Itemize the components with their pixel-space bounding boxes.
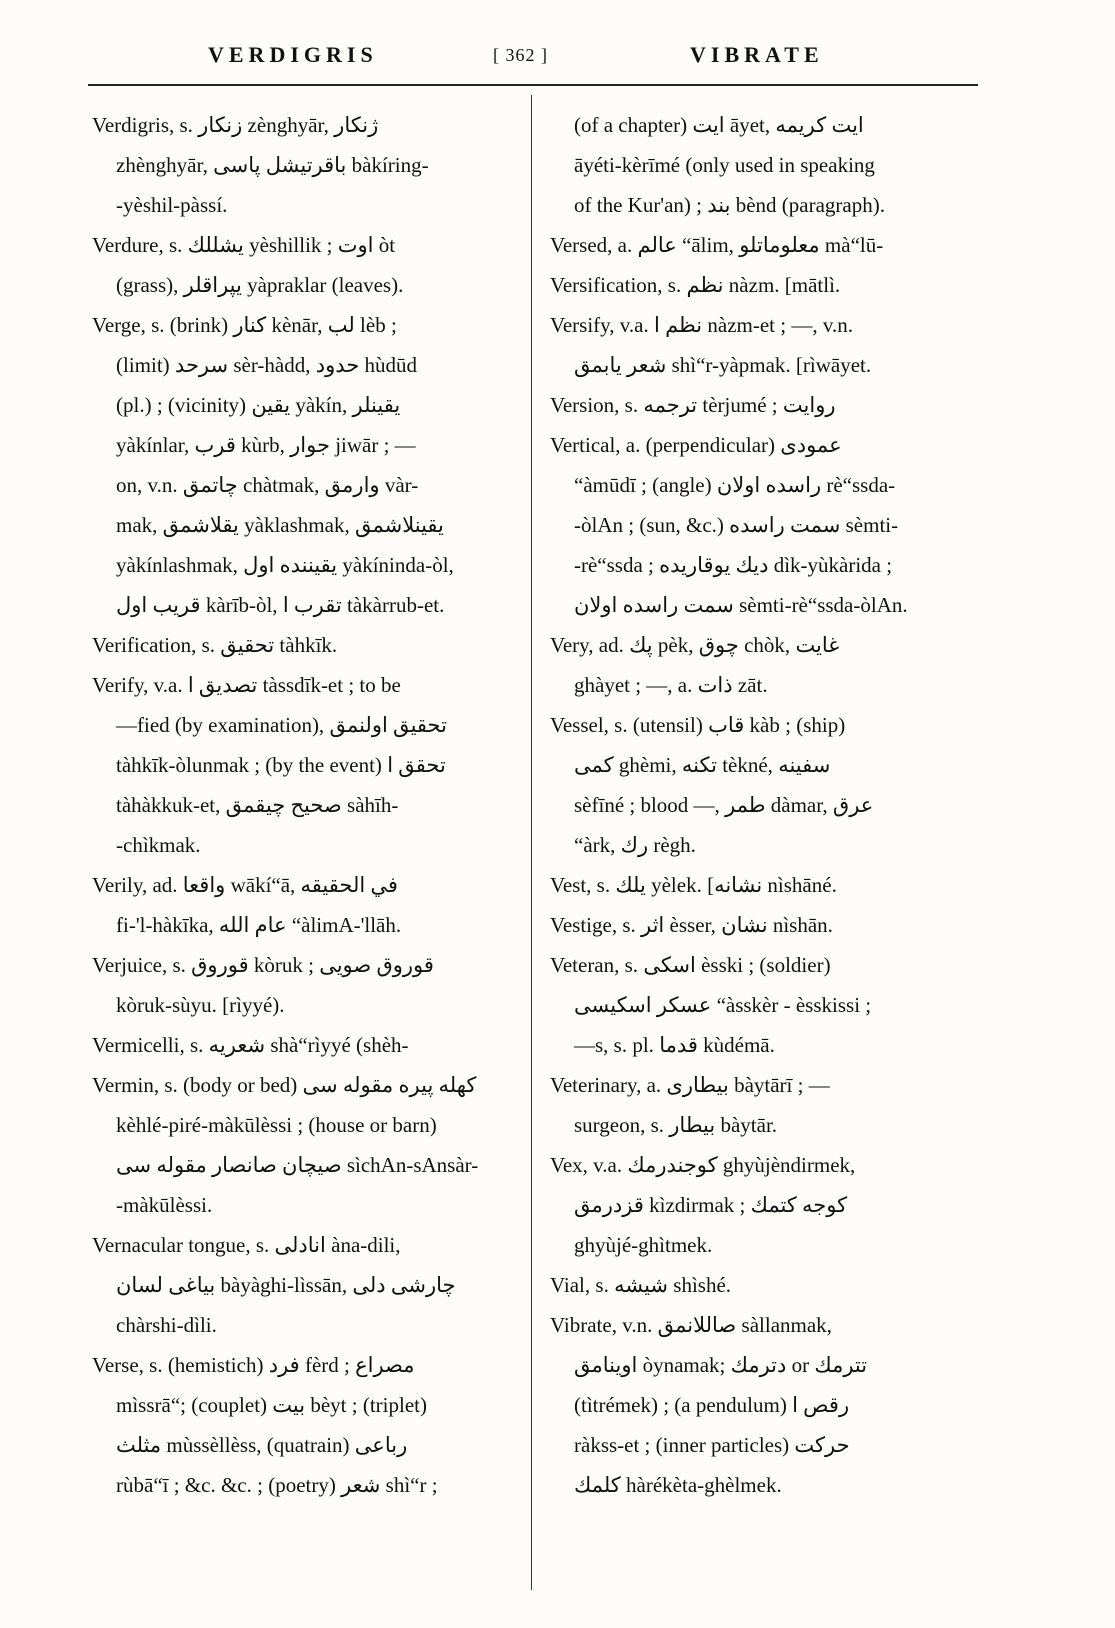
dictionary-line: Versed, a. عالم “ālim, معلوماتلو mà“lū- <box>550 233 884 257</box>
dictionary-line: mak, يقلاشمق yàklashmak, يقينلاشمق <box>116 513 444 537</box>
dictionary-line: (of a chapter) ايت āyet, ايت كريمه <box>574 113 864 137</box>
dictionary-line: āyéti-kèrīmé (only used in speaking <box>574 153 875 177</box>
dictionary-line: tàhkīk-òlunmak ; (by the event) تحقق ا <box>116 753 446 777</box>
dictionary-line: yàkínlashmak, يقيننده اول yàkíninda-òl, <box>116 553 454 577</box>
dictionary-line: Verge, s. (brink) كنار kènār, لب lèb ; <box>92 313 397 337</box>
dictionary-line: Veteran, s. اسكى èsski ; (soldier) <box>550 953 831 977</box>
dictionary-line: Version, s. ترجمه tèrjumé ; روايت <box>550 393 836 417</box>
dictionary-line: zhènghyār, باقرتيشل پاسى bàkíring- <box>116 153 429 177</box>
dictionary-line: -òlAn ; (sun, &c.) سمت راسده sèmti- <box>574 513 899 537</box>
dictionary-line: -yèshil-pàssí. <box>116 193 228 217</box>
dictionary-line: Vertical, a. (perpendicular) عمودى <box>550 433 842 457</box>
dictionary-line: yàkínlar, قرب kùrb, جوار jiwār ; — <box>116 433 416 457</box>
header-rule <box>88 84 978 86</box>
right-column <box>550 105 980 1505</box>
dictionary-line: —s, s. pl. قدما kùdémā. <box>574 1033 775 1057</box>
dictionary-line: “àmūdī ; (angle) راسده اولان rè“ssda- <box>574 473 896 497</box>
dictionary-line: كمى ghèmi, تكنه tèkné, سفينه <box>574 753 831 777</box>
dictionary-line: kèhlé-piré-màkūlèssi ; (house or barn) <box>116 1113 437 1137</box>
left-column <box>92 105 512 1505</box>
page-number: [ 362 ] <box>493 45 548 65</box>
dictionary-line: -màkūlèssi. <box>116 1193 213 1217</box>
dictionary-line: قريب اول kàrīb-òl, تقرب ا tàkàrrub-et. <box>116 593 445 617</box>
dictionary-line: kòruk-sùyu. [rìyyé). <box>116 993 285 1017</box>
dictionary-line: شعر يابمق shì“r-yàpmak. [rìwāyet. <box>574 353 872 377</box>
dictionary-line: Vibrate, v.n. صاللانمق sàllanmak, <box>550 1313 832 1337</box>
dictionary-line: Verification, s. تحقيق tàhkīk. <box>92 633 338 657</box>
dictionary-line: عسكر اسكيسى “àsskèr - èsskissi ; <box>574 993 872 1017</box>
page-header <box>0 38 1115 78</box>
dictionary-line: Vessel, s. (utensil) قاب kàb ; (ship) <box>550 713 846 737</box>
dictionary-line: Very, ad. پك pèk, چوق chòk, غايت <box>550 633 840 657</box>
dictionary-line: Verse, s. (hemistich) فرد fèrd ; مصراع <box>92 1353 415 1377</box>
dictionary-line: اوينامق òynamak; دترمك or تترمك <box>574 1353 868 1377</box>
dictionary-line: ghàyet ; —, a. ذات zāt. <box>574 673 768 697</box>
dictionary-line: (grass), يپراقلر yàpraklar (leaves). <box>116 273 404 297</box>
running-head-right: VIBRATE <box>690 42 824 67</box>
dictionary-line: on, v.n. چاتمق chàtmak, وارمق vàr- <box>116 473 419 497</box>
dictionary-line: ràkss-et ; (inner particles) حركت <box>574 1433 850 1457</box>
dictionary-line: Verjuice, s. قوروق kòruk ; قوروق صويى <box>92 953 434 977</box>
dictionary-line: Versification, s. نظم nàzm. [mātlì. <box>550 273 841 297</box>
dictionary-line: Verdigris, s. زنكار zènghyār, ژنكار <box>92 113 379 137</box>
dictionary-line: Verdure, s. يشللك yèshillik ; اوت òt <box>92 233 396 257</box>
dictionary-line: of the Kur'an) ; بند bènd (paragraph). <box>574 193 885 217</box>
dictionary-line: -rè“ssda ; ديك يوقاريده dìk-yùkàrida ; <box>574 553 893 577</box>
dictionary-line: Verify, v.a. تصديق ا tàssdīk-et ; to be <box>92 673 401 697</box>
dictionary-line: بياغى لسان bàyàghi-lìssān, چارشى دلى <box>116 1273 456 1297</box>
dictionary-line: sèfīné ; blood —, طمر dàmar, عرق <box>574 793 874 817</box>
dictionary-line: Vermicelli, s. شعريه shà“rìyyé (shèh- <box>92 1033 409 1057</box>
dictionary-line: (pl.) ; (vicinity) يقين yàkín, يقينلر <box>116 393 401 417</box>
dictionary-line: “àrk, رك règh. <box>574 833 696 857</box>
dictionary-line: Vial, s. شيشه shìshé. <box>550 1273 732 1297</box>
dictionary-line: Vest, s. يلك yèlek. [نشانه nìshāné. <box>550 873 837 897</box>
dictionary-line: —fied (by examination), تحقيق اولنمق <box>116 713 447 737</box>
dictionary-line: (limit) سرحد sèr-hàdd, حدود hùdūd <box>116 353 417 377</box>
dictionary-line: surgeon, s. بيطار bàytār. <box>574 1113 778 1137</box>
dictionary-line: كلمك hàrékèta-ghèlmek. <box>574 1473 782 1497</box>
dictionary-line: fi-'l-hàkīka, عام الله “àlimA-'llāh. <box>116 913 402 937</box>
dictionary-line: قزدرمق kìzdirmak ; كوجه كتمك <box>574 1193 848 1217</box>
dictionary-line: صيچان صانصار مقوله سى sìchAn-sAnsàr- <box>116 1153 479 1177</box>
dictionary-line: chàrshi-dìli. <box>116 1313 217 1337</box>
dictionary-line: سمت راسده اولان sèmti-rè“ssda-òlAn. <box>574 593 908 617</box>
dictionary-line: Vestige, s. اثر èsser, نشان nìshān. <box>550 913 833 937</box>
dictionary-line: Verily, ad. واقعا wākí“ā, في الحقيقه <box>92 873 398 897</box>
dictionary-line: Versify, v.a. نظم ا nàzm-et ; —, v.n. <box>550 313 853 337</box>
dictionary-line: Vernacular tongue, s. انادلى àna-dili, <box>92 1233 401 1257</box>
column-divider <box>531 95 532 1590</box>
dictionary-line: Veterinary, a. بيطارى bàytārī ; — <box>550 1073 830 1097</box>
running-head-left: VERDIGRIS <box>208 42 378 67</box>
dictionary-line: mìssrā“; (couplet) بيت bèyt ; (triplet) <box>116 1393 427 1417</box>
dictionary-line: Vex, v.a. كوجندرمك ghyùjèndirmek, <box>550 1153 856 1177</box>
dictionary-line: tàhàkkuk-et, صحيح چيقمق sàhīh- <box>116 793 399 817</box>
dictionary-line: مثلث mùssèllèss, (quatrain) رباعى <box>116 1433 408 1457</box>
dictionary-line: -chìkmak. <box>116 833 201 857</box>
dictionary-line: rùbā“ī ; &c. &c. ; (poetry) شعر shì“r ; <box>116 1473 438 1497</box>
dictionary-line: ghyùjé-ghìtmek. <box>574 1233 713 1257</box>
dictionary-line: Vermin, s. (body or bed) كهله پيره مقوله سى <box>92 1073 477 1097</box>
dictionary-line: (tìtrémek) ; (a pendulum) رقص ا <box>574 1393 850 1417</box>
